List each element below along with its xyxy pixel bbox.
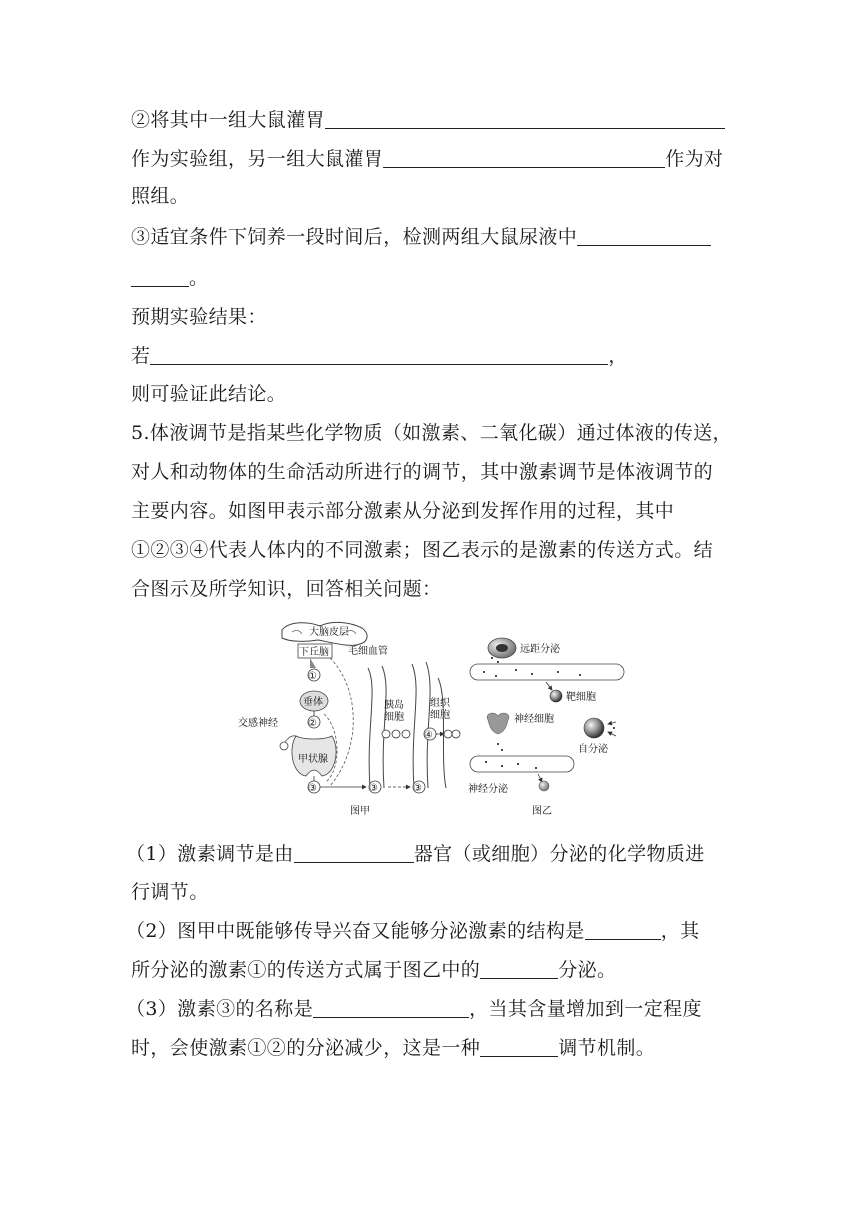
blood-vessel-top <box>470 664 624 680</box>
text-line <box>131 225 711 249</box>
subquestion-text: 所分泌的激素①的传送方式属于图乙中的 <box>131 959 481 981</box>
capillary-label: 毛细血管 <box>348 646 388 657</box>
hormone-3-label: ③ <box>308 783 317 794</box>
control-group-text: 作为对 <box>665 148 724 170</box>
question-5-line <box>131 499 674 523</box>
subquestion-2-cont <box>131 958 616 982</box>
hormone-4-label: ④ <box>424 730 433 741</box>
thyroid-label: 甲状腺 <box>298 754 328 765</box>
subquestion-text: 分泌。 <box>558 959 617 981</box>
hypothalamus-label: 下丘脑 <box>299 647 329 658</box>
sympathetic-nerve-label: 交感神经 <box>238 718 278 729</box>
blood-vessel-bottom <box>470 756 574 772</box>
text-line <box>131 108 725 132</box>
distant-secretion-label: 远距分泌 <box>520 644 560 655</box>
answer-blank[interactable] <box>480 960 558 979</box>
autocrine-cell <box>584 718 604 738</box>
subquestion-text: （1）激素调节是由 <box>126 843 294 865</box>
hormone-3-label: ③ <box>369 783 378 794</box>
question-text: 5.体液调节是指某些化学物质（如激素、二氧化碳）通过体液的传送， <box>131 422 732 444</box>
hormone-2-label: ② <box>308 718 317 729</box>
control-group-end: 照组。 <box>131 185 190 207</box>
answer-blank[interactable] <box>585 921 661 940</box>
answer-blank[interactable] <box>325 110 725 129</box>
text-line <box>131 344 628 368</box>
subquestion-text: ，当其含量增加到一定程度 <box>469 998 702 1020</box>
subquestion-text: （3）激素③的名称是 <box>126 998 314 1020</box>
question-text: 对人和动物体的生命活动所进行的调节，其中激素调节是体液调节的 <box>131 461 714 483</box>
subquestion-text: 行调节。 <box>131 881 209 903</box>
text-line <box>131 305 267 329</box>
answer-blank[interactable] <box>577 227 711 246</box>
subquestion-text: 器官（或细胞）分泌的化学物质进 <box>413 843 705 865</box>
figure-a <box>238 622 460 817</box>
target-cell <box>550 690 562 702</box>
question-5-line <box>131 460 713 484</box>
figure-b-caption: 图乙 <box>532 806 552 817</box>
question-5-line <box>131 577 441 601</box>
step3-text: ③适宜条件下饲养一段时间后，检测两组大鼠尿液中 <box>131 226 578 248</box>
question-text: ①②③④代表人体内的不同激素；图乙表示的是激素的传送方式。结 <box>131 539 714 561</box>
hormone-3-label: ③ <box>413 783 422 794</box>
subquestion-1-cont <box>131 880 209 904</box>
answer-blank[interactable] <box>294 844 414 863</box>
tissue-cells-label: 组织 <box>430 698 450 709</box>
figure-a-caption: 图甲 <box>350 806 370 817</box>
answer-blank[interactable] <box>313 999 469 1018</box>
target-cell-label: 靶细胞 <box>566 692 596 703</box>
text-line <box>131 147 723 171</box>
hormone-figure <box>238 618 630 822</box>
text-line <box>131 184 189 208</box>
step2-text: ②将其中一组大鼠灌胃 <box>131 109 326 131</box>
subquestion-text: 时，会使激素①②的分泌减少，这是一种 <box>131 1037 481 1059</box>
question-5-line <box>131 421 732 445</box>
text-line <box>131 266 208 290</box>
subquestion-1 <box>126 842 705 866</box>
answer-blank[interactable] <box>131 268 189 287</box>
question-text: 合图示及所学知识，回答相关问题： <box>131 578 442 600</box>
expected-result-label: 预期实验结果： <box>131 306 267 328</box>
text-line <box>131 382 286 406</box>
autocrine-label: 自分泌 <box>578 744 608 755</box>
subquestion-text: 调节机制。 <box>558 1037 656 1059</box>
figure-b <box>468 638 624 817</box>
pituitary-label: 垂体 <box>303 697 323 708</box>
neuron-label: 神经细胞 <box>514 714 554 725</box>
islet-cells-label: 胰岛 <box>384 700 404 711</box>
subquestion-3 <box>126 997 702 1021</box>
cerebral-cortex-label: 大脑皮层 <box>309 627 349 638</box>
subquestion-text: （2）图甲中既能够传导兴奋又能够分泌激素的结构是 <box>126 920 585 942</box>
subquestion-2 <box>126 919 700 943</box>
period: 。 <box>189 267 209 289</box>
question-5-line <box>131 538 713 562</box>
experimental-group-text: 作为实验组，另一组大鼠灌胃 <box>131 148 384 170</box>
conclusion-text: 则可验证此结论。 <box>131 383 287 405</box>
answer-blank[interactable] <box>150 346 608 365</box>
neurosecretion-label: 神经分泌 <box>468 784 508 795</box>
question-text: 主要内容。如图甲表示部分激素从分泌到发挥作用的过程，其中 <box>131 500 675 522</box>
answer-blank[interactable] <box>383 149 665 168</box>
answer-blank[interactable] <box>480 1038 558 1057</box>
if-text: 若 <box>131 345 151 367</box>
hormone-1-label: ① <box>308 671 317 682</box>
subquestion-3-cont <box>131 1036 655 1060</box>
comma: ， <box>608 345 628 367</box>
subquestion-text: ，其 <box>660 920 700 942</box>
neuron-shape <box>487 713 509 734</box>
tissue-cells-label-2: 细胞 <box>430 710 450 721</box>
islet-cells-label-2: 细胞 <box>384 712 404 723</box>
